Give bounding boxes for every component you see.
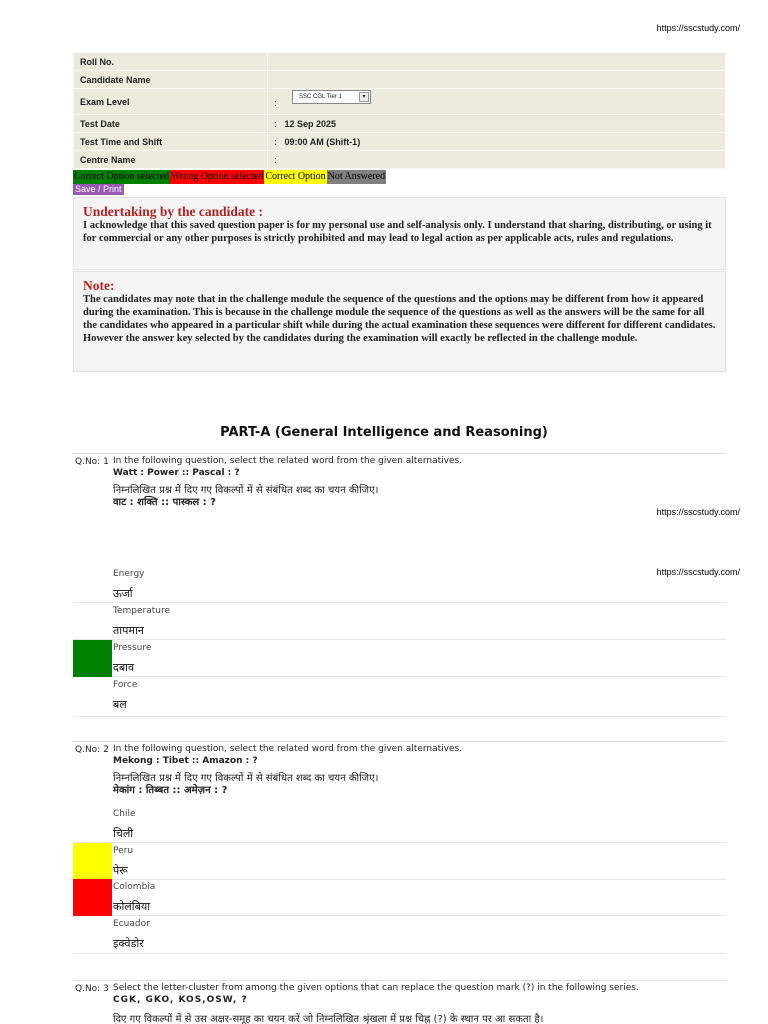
question-stem-hi: वाट : शक्ति :: पास्कल : ?	[113, 497, 216, 508]
roll-no-label: Roll No.	[74, 53, 268, 71]
candidate-name-label: Candidate Name	[74, 71, 268, 89]
question-stem-en: Watt : Power :: Pascal : ?	[113, 468, 240, 478]
exam-level-select[interactable]	[292, 90, 371, 104]
part-title: PART-A (General Intelligence and Reasoning)	[220, 425, 548, 440]
legend-not-answered: Not Answered	[327, 171, 386, 182]
question-instruction-hi: दिए गए विकल्पों में से उस अक्षर-समूह का चयन करें जो निम्नलिखित श्रृंखला में प्रश्न चिह्न (?) के स्थान पर आ सकता है।	[113, 1014, 544, 1024]
centre-name-cell	[268, 151, 726, 169]
save-print-button[interactable]: Save / Print	[75, 184, 122, 194]
centre-name-label: Centre Name	[74, 151, 268, 169]
test-time-value: 09:00 AM (Shift-1)	[284, 136, 361, 147]
colon: :	[274, 118, 277, 129]
note-box	[73, 271, 726, 372]
undertaking-box	[73, 197, 726, 270]
site-url[interactable]: https://sscstudy.com/	[656, 23, 740, 33]
option-text-en: Colombia	[113, 882, 156, 892]
exam-level-selected-value: SSC CGL Tier 1	[299, 93, 342, 100]
option-text-hi: पेरू	[113, 864, 128, 877]
question-1	[73, 453, 726, 515]
option-text-en: Temperature	[113, 606, 171, 616]
option-row[interactable]	[73, 603, 726, 640]
question-instruction-en: In the following question, select the related word from the given alternatives.	[113, 456, 463, 466]
option-marker	[73, 603, 112, 640]
undertaking-title: Undertaking by the candidate :	[83, 204, 264, 219]
option-row[interactable]	[73, 879, 726, 916]
option-text-hi: चिली	[113, 827, 134, 840]
colon: :	[274, 97, 277, 108]
legend-correct-option: Correct Option	[265, 171, 326, 182]
option-text-hi: बल	[113, 698, 127, 711]
question-number: Q.No: 1	[75, 457, 109, 467]
option-text-hi: कोलंबिया	[113, 900, 151, 913]
note-text: The candidates may note that in the challenge module the sequence of the questions and the options may be different from how it appeared during the examination. This is because in the challenge module the sequence of the questions as well as the answers will be the same for all the candidates who appeared in a particular shift while during the actual examination these sequences were different for different candidates. However the answer key selected by the candidates during the examination will exactly be reflected in the challenge module.	[83, 294, 716, 344]
exam-level-cell	[268, 89, 726, 115]
option-text-en: Peru	[113, 846, 134, 856]
question-stem-hi: मेकांग : तिब्बत :: अमेज़न : ?	[113, 785, 228, 796]
question-instruction-hi: निम्नलिखित प्रश्न में दिए गए विकल्पों में से संबंधित शब्द का चयन कीजिए।	[113, 773, 379, 784]
option-row[interactable]	[73, 677, 726, 717]
option-row[interactable]	[73, 806, 726, 843]
question-text	[113, 743, 723, 797]
option-text-hi: तापमान	[113, 624, 144, 637]
question-2	[73, 741, 726, 807]
test-time-cell	[268, 133, 726, 151]
option-marker	[73, 916, 112, 953]
option-text-hi: इक्वेडोर	[113, 937, 144, 950]
exam-level-label: Exam Level	[74, 89, 268, 115]
option-row[interactable]	[73, 843, 726, 880]
site-url[interactable]: https://sscstudy.com/	[656, 567, 740, 577]
legend-correct-selected: Correct Option selected	[74, 171, 169, 182]
option-text-en: Pressure	[113, 643, 152, 653]
undertaking-text: I acknowledge that this saved question paper is for my personal use and self-analysis only. I understand that sharing, distributing, or using it for commercial or any other purposes is strictly prohibited and may lead to legal action as per applicable acts, rules and regulations.	[83, 220, 712, 244]
option-marker	[73, 677, 112, 714]
candidate-info-table	[73, 52, 726, 169]
roll-no-value	[268, 53, 726, 71]
option-text-en: Force	[113, 680, 138, 690]
option-row[interactable]	[73, 566, 726, 603]
option-marker	[73, 566, 112, 603]
chevron-down-icon[interactable]: ▾	[359, 92, 369, 102]
candidate-name-value	[268, 71, 726, 89]
option-row[interactable]	[73, 640, 726, 677]
colon: :	[274, 136, 277, 147]
question-text	[113, 455, 723, 509]
note-title: Note:	[83, 278, 115, 293]
question-instruction-en: Select the letter-cluster from among the given options that can replace the question mark (?) in the following series.	[113, 983, 639, 993]
option-marker	[73, 806, 112, 843]
question-instruction-en: In the following question, select the related word from the given alternatives.	[113, 744, 463, 754]
question-number: Q.No: 3	[75, 984, 109, 994]
test-date-cell	[268, 115, 726, 133]
option-marker-correct-selected	[73, 640, 112, 677]
question-stem-en: Mekong : Tibet :: Amazon : ?	[113, 756, 258, 766]
option-text-hi: ऊर्जा	[113, 587, 133, 600]
question-3	[73, 980, 726, 1024]
colon: :	[274, 154, 277, 165]
option-marker-correct	[73, 843, 112, 880]
option-row[interactable]	[73, 916, 726, 954]
question-instruction-hi: निम्नलिखित प्रश्न में दिए गए विकल्पों में से संबंधित शब्द का चयन कीजिए।	[113, 485, 379, 496]
legend-wrong-selected: Wrong Option selected	[170, 171, 264, 182]
option-marker-wrong-selected	[73, 879, 112, 916]
option-text-en: Energy	[113, 569, 145, 579]
answer-legend	[73, 170, 386, 184]
question-text	[113, 982, 723, 1024]
option-text-en: Chile	[113, 809, 136, 819]
test-date-value: 12 Sep 2025	[284, 118, 337, 129]
option-text-hi: दबाव	[113, 661, 135, 674]
question-number: Q.No: 2	[75, 745, 109, 755]
test-date-label: Test Date	[74, 115, 268, 133]
site-url[interactable]: https://sscstudy.com/	[656, 507, 740, 517]
option-text-en: Ecuador	[113, 919, 150, 929]
question-stem-en: CGK, GKO, KOS,OSW, ?	[113, 995, 248, 1005]
test-time-label: Test Time and Shift	[74, 133, 268, 151]
